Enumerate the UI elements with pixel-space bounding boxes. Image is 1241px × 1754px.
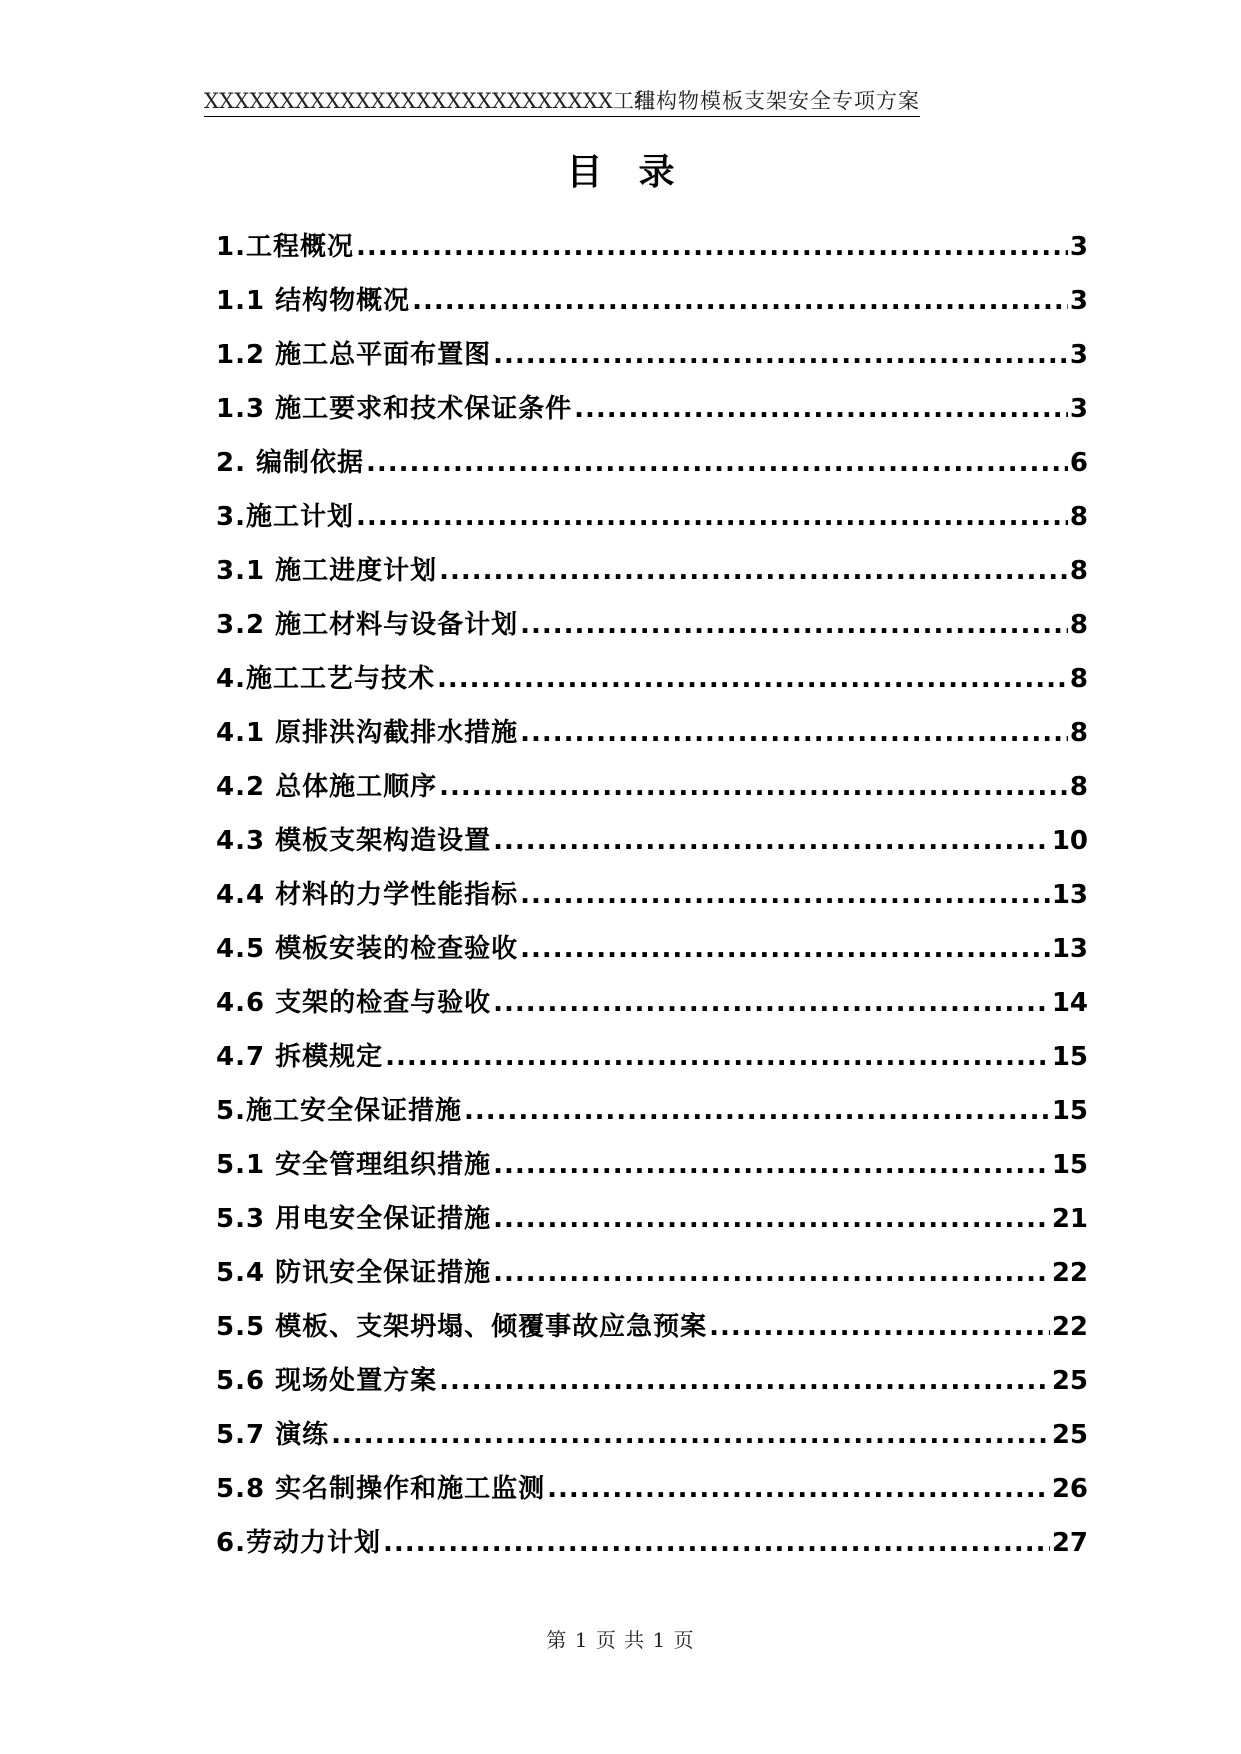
toc-dot-leader bbox=[383, 1516, 1050, 1570]
toc-entry[interactable] bbox=[216, 598, 1088, 652]
toc-dot-leader bbox=[493, 814, 1050, 868]
toc-dot-leader bbox=[439, 1354, 1050, 1408]
toc-dot-leader bbox=[520, 706, 1068, 760]
toc-entry[interactable] bbox=[216, 976, 1088, 1030]
toc-entry-page-number: 27 bbox=[1051, 1528, 1088, 1558]
toc-entry-page-number: 8 bbox=[1069, 556, 1088, 586]
toc-entry-label: 4.4 材料的力学性能指标 bbox=[216, 880, 519, 910]
toc-entry-label: 3.施工计划 bbox=[216, 502, 354, 532]
toc-entry-label: 5.施工安全保证措施 bbox=[216, 1096, 462, 1126]
toc-entry-label: 5.3 用电安全保证措施 bbox=[216, 1204, 492, 1234]
toc-entry[interactable] bbox=[216, 652, 1088, 706]
toc-entry-page-number: 26 bbox=[1051, 1474, 1088, 1504]
toc-entry-page-number: 3 bbox=[1069, 232, 1088, 262]
toc-title: 目录 bbox=[566, 152, 711, 193]
toc-entry-label: 5.6 现场处置方案 bbox=[216, 1366, 438, 1396]
toc-entry[interactable] bbox=[216, 706, 1088, 760]
toc-dot-leader bbox=[356, 220, 1068, 274]
toc-entry-page-number: 14 bbox=[1051, 988, 1088, 1018]
toc-dot-leader bbox=[574, 382, 1068, 436]
toc-entry[interactable] bbox=[216, 1462, 1088, 1516]
toc-entry-page-number: 3 bbox=[1069, 286, 1088, 316]
toc-entry[interactable] bbox=[216, 760, 1088, 814]
toc-entry[interactable] bbox=[216, 1138, 1088, 1192]
page-footer: 第 1 页 共 1 页 bbox=[546, 1628, 695, 1652]
toc-entry[interactable] bbox=[216, 328, 1088, 382]
toc-dot-leader bbox=[709, 1300, 1050, 1354]
toc-entry-page-number: 13 bbox=[1051, 934, 1088, 964]
toc-entry-page-number: 15 bbox=[1051, 1150, 1088, 1180]
toc-entry[interactable] bbox=[216, 382, 1088, 436]
toc-entry-label: 5.7 演练 bbox=[216, 1420, 330, 1450]
toc-entry-page-number: 6 bbox=[1069, 448, 1088, 478]
toc-entry[interactable] bbox=[216, 922, 1088, 976]
toc-entry-label: 6.劳动力计划 bbox=[216, 1528, 381, 1558]
toc-entry-page-number: 3 bbox=[1069, 394, 1088, 424]
toc-entry-page-number: 8 bbox=[1069, 502, 1088, 532]
table-of-contents bbox=[216, 220, 1088, 1570]
toc-entry-label: 4.2 总体施工顺序 bbox=[216, 772, 438, 802]
toc-entry-label: 4.3 模板支架构造设置 bbox=[216, 826, 492, 856]
toc-dot-leader bbox=[520, 598, 1068, 652]
toc-dot-leader bbox=[439, 760, 1068, 814]
toc-entry-label: 5.4 防讯安全保证措施 bbox=[216, 1258, 492, 1288]
toc-dot-leader bbox=[520, 868, 1050, 922]
toc-entry[interactable] bbox=[216, 544, 1088, 598]
toc-entry-page-number: 25 bbox=[1051, 1420, 1088, 1450]
toc-entry[interactable] bbox=[216, 220, 1088, 274]
toc-dot-leader bbox=[439, 544, 1068, 598]
toc-entry-label: 1.3 施工要求和技术保证条件 bbox=[216, 394, 573, 424]
toc-entry-label: 4.6 支架的检查与验收 bbox=[216, 988, 492, 1018]
toc-entry-label: 5.8 实名制操作和施工监测 bbox=[216, 1474, 546, 1504]
toc-entry[interactable] bbox=[216, 1516, 1088, 1570]
toc-entry-page-number: 25 bbox=[1051, 1366, 1088, 1396]
toc-entry-label: 1.工程概况 bbox=[216, 232, 354, 262]
toc-entry-label: 1.2 施工总平面布置图 bbox=[216, 340, 492, 370]
toc-entry-page-number: 21 bbox=[1051, 1204, 1088, 1234]
toc-dot-leader bbox=[493, 1192, 1050, 1246]
toc-entry[interactable] bbox=[216, 814, 1088, 868]
toc-entry-label: 4.施工工艺与技术 bbox=[216, 664, 435, 694]
toc-dot-leader bbox=[493, 328, 1068, 382]
toc-dot-leader bbox=[437, 652, 1068, 706]
toc-entry-page-number: 10 bbox=[1051, 826, 1088, 856]
toc-dot-leader bbox=[493, 1138, 1050, 1192]
toc-entry-label: 1.1 结构物概况 bbox=[216, 286, 411, 316]
toc-entry-page-number: 15 bbox=[1051, 1042, 1088, 1072]
toc-dot-leader bbox=[547, 1462, 1050, 1516]
toc-entry-label: 4.7 拆模规定 bbox=[216, 1042, 384, 1072]
toc-entry[interactable] bbox=[216, 1300, 1088, 1354]
toc-entry[interactable] bbox=[216, 436, 1088, 490]
toc-entry-page-number: 8 bbox=[1069, 664, 1088, 694]
toc-entry-page-number: 15 bbox=[1051, 1096, 1088, 1126]
toc-entry[interactable] bbox=[216, 1246, 1088, 1300]
toc-entry-page-number: 8 bbox=[1069, 610, 1088, 640]
toc-entry-label: 5.1 安全管理组织措施 bbox=[216, 1150, 492, 1180]
toc-entry-label: 2. 编制依据 bbox=[216, 448, 365, 478]
toc-dot-leader bbox=[366, 436, 1068, 490]
header-project-name: XXXXXXXXXXXXXXXXXXXXXXXXXXX工程 bbox=[204, 89, 656, 113]
toc-entry-label: 3.1 施工进度计划 bbox=[216, 556, 438, 586]
toc-dot-leader bbox=[493, 976, 1050, 1030]
toc-entry[interactable] bbox=[216, 1030, 1088, 1084]
toc-entry[interactable] bbox=[216, 1084, 1088, 1138]
toc-entry-page-number: 3 bbox=[1069, 340, 1088, 370]
toc-dot-leader bbox=[331, 1408, 1050, 1462]
toc-entry[interactable] bbox=[216, 1408, 1088, 1462]
toc-entry-page-number: 13 bbox=[1051, 880, 1088, 910]
toc-entry-label: 4.5 模板安装的检查验收 bbox=[216, 934, 519, 964]
toc-entry[interactable] bbox=[216, 1192, 1088, 1246]
toc-entry-label: 5.5 模板、支架坍塌、倾覆事故应急预案 bbox=[216, 1312, 708, 1342]
toc-entry-label: 4.1 原排洪沟截排水措施 bbox=[216, 718, 519, 748]
toc-entry[interactable] bbox=[216, 490, 1088, 544]
toc-entry-page-number: 8 bbox=[1069, 772, 1088, 802]
toc-dot-leader bbox=[356, 490, 1068, 544]
toc-entry-page-number: 8 bbox=[1069, 718, 1088, 748]
toc-entry[interactable] bbox=[216, 868, 1088, 922]
toc-entry-page-number: 22 bbox=[1051, 1312, 1088, 1342]
toc-entry-page-number: 22 bbox=[1051, 1258, 1088, 1288]
page-header bbox=[204, 86, 920, 117]
toc-dot-leader bbox=[464, 1084, 1050, 1138]
toc-entry-label: 3.2 施工材料与设备计划 bbox=[216, 610, 519, 640]
toc-dot-leader bbox=[493, 1246, 1050, 1300]
toc-entry[interactable] bbox=[216, 274, 1088, 328]
toc-dot-leader bbox=[385, 1030, 1050, 1084]
toc-dot-leader bbox=[412, 274, 1068, 328]
toc-entry[interactable] bbox=[216, 1354, 1088, 1408]
header-document-name: 结构物模板支架安全专项方案 bbox=[634, 89, 920, 113]
toc-dot-leader bbox=[520, 922, 1050, 976]
